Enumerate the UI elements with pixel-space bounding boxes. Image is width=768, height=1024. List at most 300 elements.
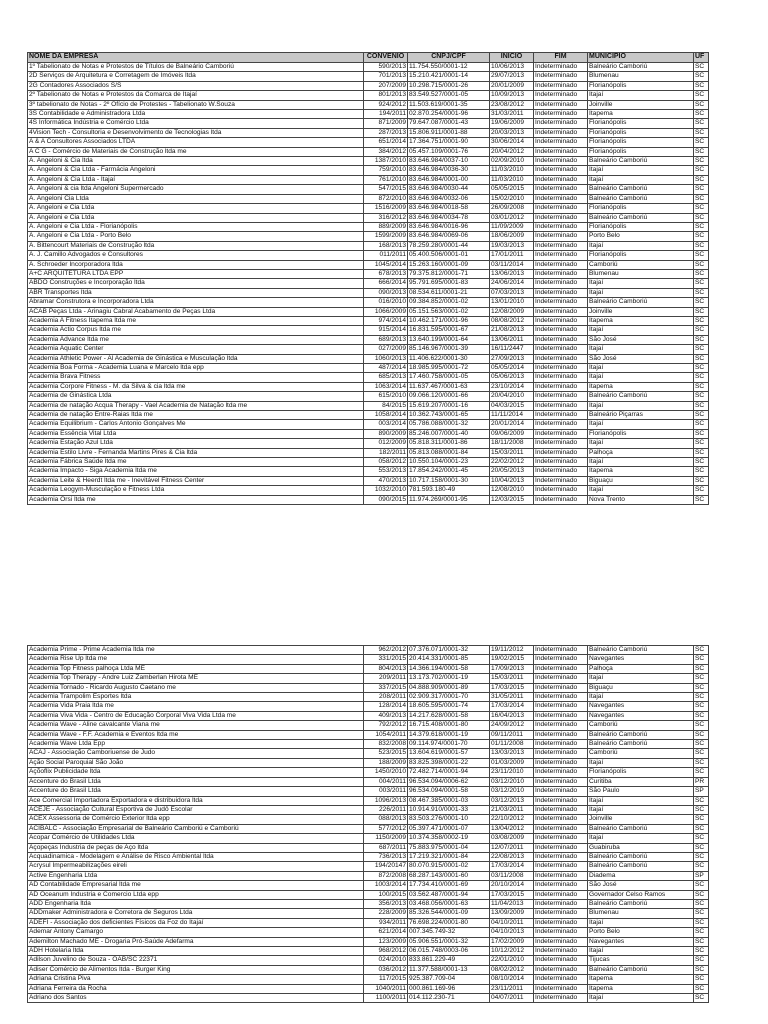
cell-fim: Indeterminado <box>534 909 588 918</box>
cell-uf: SC <box>694 429 709 438</box>
cell-fim: Indeterminado <box>534 364 588 373</box>
cell-inicio: 12/08/2009 <box>490 307 534 316</box>
cell-municipio: Balneário Camboriú <box>588 213 694 222</box>
cell-fim: Indeterminado <box>534 119 588 128</box>
cell-cnpj: 17.364.751/0001-90 <box>408 138 490 147</box>
table-row <box>28 871 709 880</box>
table-row <box>28 749 709 758</box>
cell-fim: Indeterminado <box>534 175 588 184</box>
cell-cnpj: 05.906.551/0001-32 <box>408 937 490 946</box>
table-row <box>28 147 709 156</box>
cell-convenio: 1096/2013 <box>364 796 408 805</box>
cell-convenio: 872/2010 <box>364 194 408 203</box>
cell-cnpj: 14.366.194/0001-58 <box>408 664 490 673</box>
cell-fim: Indeterminado <box>534 316 588 325</box>
cell-fim: Indeterminado <box>534 843 588 852</box>
cell-convenio: 117/2015 <box>364 975 408 984</box>
cell-fim: Indeterminado <box>534 251 588 260</box>
cell-uf: SC <box>694 758 709 767</box>
cell-inicio: 08/08/2012 <box>490 316 534 325</box>
cell-fim: Indeterminado <box>534 646 588 655</box>
cell-municipio: Florianópolis <box>588 768 694 777</box>
table-row <box>28 213 709 222</box>
cell-fim: Indeterminado <box>534 994 588 1003</box>
cell-uf: SC <box>694 364 709 373</box>
cell-empresa: A. Angeloni e Cia Ltda - Florianópolis <box>28 222 364 231</box>
cell-inicio: 17/03/2015 <box>490 683 534 692</box>
cell-municipio: Itajaí <box>588 458 694 467</box>
cell-convenio: 759/2010 <box>364 166 408 175</box>
cell-fim: Indeterminado <box>534 805 588 814</box>
cell-inicio: 17/03/2014 <box>490 702 534 711</box>
cell-cnpj: 02.870.254/0001-96 <box>408 110 490 119</box>
cell-empresa: ADD Engenharia ltda <box>28 899 364 908</box>
cell-municipio: São Paulo <box>588 787 694 796</box>
cell-fim: Indeterminado <box>534 899 588 908</box>
cell-cnpj: 05.400.506/0001-01 <box>408 251 490 260</box>
companies-table-bottom <box>27 645 709 1003</box>
cell-uf: SC <box>694 994 709 1003</box>
table-row <box>28 128 709 137</box>
cell-fim: Indeterminado <box>534 975 588 984</box>
cell-uf: SC <box>694 72 709 81</box>
cell-empresa: Academia Wave - Aline cavalcante Viana me <box>28 721 364 730</box>
cell-uf: SP <box>694 871 709 880</box>
table-row <box>28 307 709 316</box>
cell-cnpj: 03.468.056/0001-63 <box>408 899 490 908</box>
cell-empresa: 2G Contadores Associados S/S <box>28 81 364 90</box>
cell-empresa: ACEJE - Associação Cultural Esportiva de Judô Escolar <box>28 805 364 814</box>
table-row <box>28 965 709 974</box>
cell-inicio: 11/09/2009 <box>490 222 534 231</box>
cell-uf: SC <box>694 805 709 814</box>
cell-fim: Indeterminado <box>534 222 588 231</box>
table-row <box>28 138 709 147</box>
cell-municipio: Balneário Camboriú <box>588 646 694 655</box>
cell-convenio: 207/2009 <box>364 81 408 90</box>
cell-municipio: Itajaí <box>588 796 694 805</box>
cell-empresa: Academia Fábrica Saúde ltda me <box>28 458 364 467</box>
cell-cnpj: 16.715.408/0001-80 <box>408 721 490 730</box>
cell-convenio: 316/2012 <box>364 213 408 222</box>
cell-convenio: 036/2012 <box>364 965 408 974</box>
cell-fim: Indeterminado <box>534 871 588 880</box>
table-row <box>28 157 709 166</box>
table-row <box>28 702 709 711</box>
cell-cnpj: 16.831.595/0001-67 <box>408 326 490 335</box>
cell-empresa: Academia Estilo Livre - Fernanda Martins Pires & Cia ltda <box>28 448 364 457</box>
cell-inicio: 19/03/2013 <box>490 241 534 250</box>
cell-uf: SP <box>694 787 709 796</box>
cell-fim: Indeterminado <box>534 655 588 664</box>
cell-cnpj: 85.246.007/0001-40 <box>408 429 490 438</box>
cell-fim: Indeterminado <box>534 260 588 269</box>
cell-cnpj: 10.550.104/0001-23 <box>408 458 490 467</box>
table-row <box>28 382 709 391</box>
cell-municipio: Itajaí <box>588 175 694 184</box>
cell-inicio: 20/04/2012 <box>490 147 534 156</box>
cell-fim: Indeterminado <box>534 269 588 278</box>
cell-inicio: 10/06/2013 <box>490 63 534 72</box>
cell-uf: SC <box>694 420 709 429</box>
table-row <box>28 260 709 269</box>
cell-cnpj: 10.362.743/0001-65 <box>408 411 490 420</box>
cell-cnpj: 17.854.242/0001-45 <box>408 467 490 476</box>
cell-uf: SC <box>694 185 709 194</box>
cell-inicio: 23/10/2014 <box>490 382 534 391</box>
cell-municipio: Blumenau <box>588 72 694 81</box>
cell-uf: SC <box>694 166 709 175</box>
cell-inicio: 17/09/2013 <box>490 664 534 673</box>
cell-uf: SC <box>694 862 709 871</box>
cell-cnpj: 08.534.611/0001-21 <box>408 288 490 297</box>
cell-inicio: 13/09/2009 <box>490 909 534 918</box>
cell-inicio: 31/03/2011 <box>490 110 534 119</box>
cell-cnpj: 85.326.544/0001-09 <box>408 909 490 918</box>
cell-convenio: 209/2011 <box>364 674 408 683</box>
cell-municipio: Tijucas <box>588 956 694 965</box>
cell-municipio: São José <box>588 335 694 344</box>
cell-cnpj: 96.534.094/0006-62 <box>408 777 490 786</box>
cell-convenio: 011/2011 <box>364 251 408 260</box>
cell-convenio: 168/2013 <box>364 241 408 250</box>
cell-cnpj: 11.754.550/0001-12 <box>408 63 490 72</box>
cell-inicio: 03/01/2012 <box>490 213 534 222</box>
cell-fim: Indeterminado <box>534 683 588 692</box>
header-cnpj: CNPJ/CPF <box>408 53 490 63</box>
cell-inicio: 05/05/2015 <box>490 185 534 194</box>
cell-uf: SC <box>694 909 709 918</box>
cell-municipio: Itajaí <box>588 994 694 1003</box>
cell-uf: SC <box>694 984 709 993</box>
cell-inicio: 07/03/2013 <box>490 288 534 297</box>
cell-convenio: 090/2013 <box>364 288 408 297</box>
cell-empresa: Academia Advance ltda me <box>28 335 364 344</box>
cell-municipio: Diadema <box>588 871 694 880</box>
cell-inicio: 17/02/2009 <box>490 937 534 946</box>
cell-municipio: Balneário Camboriú <box>588 852 694 861</box>
cell-cnpj: 000.861.169-96 <box>408 984 490 993</box>
cell-municipio: Porto Belo <box>588 928 694 937</box>
cell-uf: SC <box>694 194 709 203</box>
cell-convenio: 666/2014 <box>364 279 408 288</box>
cell-municipio: Balneário Camboriú <box>588 185 694 194</box>
cell-empresa: Academia de natação Entre-Raias ltda me <box>28 411 364 420</box>
cell-municipio: Balneário Camboriú <box>588 965 694 974</box>
cell-cnpj: 17.734.410/0001-69 <box>408 881 490 890</box>
cell-empresa: Academia Leite & Heerdt ltda me - Inevitável Fitness Center <box>28 476 364 485</box>
cell-convenio: 968/2012 <box>364 947 408 956</box>
cell-cnpj: 11.406.622/0001-30 <box>408 354 490 363</box>
cell-inicio: 05/05/2014 <box>490 364 534 373</box>
cell-municipio: Joinville <box>588 307 694 316</box>
cell-uf: SC <box>694 476 709 485</box>
cell-inicio: 02/09/2010 <box>490 157 534 166</box>
cell-uf: SC <box>694 373 709 382</box>
cell-cnpj: 10.298.715/0001-26 <box>408 81 490 90</box>
table-row <box>28 956 709 965</box>
cell-inicio: 03/11/2008 <box>490 871 534 880</box>
cell-cnpj: 85.146.967/0001-39 <box>408 345 490 354</box>
cell-municipio: Itajaí <box>588 401 694 410</box>
cell-inicio: 03/08/2009 <box>490 834 534 843</box>
cell-cnpj: 13.604.619/0001-57 <box>408 749 490 758</box>
cell-empresa: A. Angeloni & Cia Ltda - Farmácia Angeloni <box>28 166 364 175</box>
cell-cnpj: 20.414.331/0001-85 <box>408 655 490 664</box>
cell-municipio: Itapema <box>588 316 694 325</box>
cell-municipio: Florianópolis <box>588 222 694 231</box>
cell-uf: SC <box>694 157 709 166</box>
cell-uf: SC <box>694 965 709 974</box>
cell-municipio: São José <box>588 881 694 890</box>
cell-fim: Indeterminado <box>534 185 588 194</box>
cell-empresa: Academia Viva Vida - Centro de Educação Corporal Viva Vida Ltda me <box>28 711 364 720</box>
cell-convenio: 287/2013 <box>364 128 408 137</box>
table-row <box>28 204 709 213</box>
cell-inicio: 10/12/2012 <box>490 947 534 956</box>
cell-cnpj: 79.647.087/0001-43 <box>408 119 490 128</box>
cell-fim: Indeterminado <box>534 232 588 241</box>
cell-fim: Indeterminado <box>534 824 588 833</box>
cell-municipio: Balneário Camboriú <box>588 194 694 203</box>
cell-convenio: 736/2013 <box>364 852 408 861</box>
cell-convenio: 088/2013 <box>364 815 408 824</box>
cell-cnpj: 833.861.229-49 <box>408 956 490 965</box>
cell-empresa: Academia Equilibrium - Carlos Antonio Gonçalves Me <box>28 420 364 429</box>
cell-fim: Indeterminado <box>534 157 588 166</box>
cell-inicio: 05/06/2013 <box>490 373 534 382</box>
cell-fim: Indeterminado <box>534 476 588 485</box>
cell-cnpj: 83.646.984/0034-78 <box>408 213 490 222</box>
cell-empresa: Academia Orsi ltda me <box>28 495 364 504</box>
cell-inicio: 20/01/2009 <box>490 81 534 90</box>
cell-empresa: Academia de Ginástica Ltda <box>28 392 364 401</box>
cell-empresa: A & A Consultores Associados LTDA <box>28 138 364 147</box>
cell-inicio: 19/02/2015 <box>490 655 534 664</box>
table-row <box>28 909 709 918</box>
cell-uf: SC <box>694 843 709 852</box>
cell-empresa: 1º Tabelionato de Notas e Protestos de Títulos de Balneário Camboriú <box>28 63 364 72</box>
cell-inicio: 24/09/2012 <box>490 721 534 730</box>
cell-cnpj: 18.985.995/0001-72 <box>408 364 490 373</box>
cell-convenio: 1045/2014 <box>364 260 408 269</box>
cell-uf: SC <box>694 288 709 297</box>
cell-convenio: 832/2008 <box>364 740 408 749</box>
cell-cnpj: 10.462.171/0001-96 <box>408 316 490 325</box>
table-row <box>28 881 709 890</box>
table-row <box>28 251 709 260</box>
cell-empresa: Academia Vida Praia ltda me <box>28 702 364 711</box>
cell-uf: SC <box>694 881 709 890</box>
cell-uf: SC <box>694 664 709 673</box>
cell-inicio: 19/11/2012 <box>490 646 534 655</box>
cell-empresa: Academia Impacto - Siga Academia ltda me <box>28 467 364 476</box>
cell-municipio: Biguaçu <box>588 476 694 485</box>
table-row <box>28 730 709 739</box>
cell-fim: Indeterminado <box>534 81 588 90</box>
cell-convenio: 182/2011 <box>364 448 408 457</box>
cell-municipio: Florianópolis <box>588 119 694 128</box>
cell-inicio: 03/12/2010 <box>490 777 534 786</box>
cell-fim: Indeterminado <box>534 213 588 222</box>
cell-fim: Indeterminado <box>534 674 588 683</box>
cell-uf: SC <box>694 702 709 711</box>
cell-empresa: Academia Leogym-Musculação e Fitness Ltda <box>28 486 364 495</box>
cell-convenio: 685/2013 <box>364 373 408 382</box>
table-row <box>28 269 709 278</box>
cell-uf: SC <box>694 646 709 655</box>
cell-convenio: 100/2015 <box>364 890 408 899</box>
cell-convenio: 016/2010 <box>364 298 408 307</box>
cell-uf: SC <box>694 316 709 325</box>
cell-cnpj: 07.376.071/0001-32 <box>408 646 490 655</box>
cell-municipio: Itajaí <box>588 805 694 814</box>
cell-fim: Indeterminado <box>534 486 588 495</box>
cell-empresa: A. Angeloni & Cia Ltda - Itajaí <box>28 175 364 184</box>
cell-cnpj: 83.825.398/0001-22 <box>408 758 490 767</box>
table-row <box>28 316 709 325</box>
cell-convenio: 058/2012 <box>364 458 408 467</box>
cell-uf: SC <box>694 128 709 137</box>
cell-inicio: 22/02/2012 <box>490 458 534 467</box>
cell-empresa: A. Schroeder Incorporadora ltda <box>28 260 364 269</box>
cell-empresa: ADEFI - Associação dos deficientes Físicos da Foz do Itajaí <box>28 918 364 927</box>
cell-convenio: 889/2009 <box>364 222 408 231</box>
cell-empresa: 4Vision Tech - Consultoria e Desenvolvimento de Tecnologias ltda <box>28 128 364 137</box>
table-row <box>28 373 709 382</box>
table-row <box>28 899 709 908</box>
cell-cnpj: 11.637.467/0001-63 <box>408 382 490 391</box>
cell-cnpj: 10.374.358/0002-19 <box>408 834 490 843</box>
cell-convenio: 689/2013 <box>364 335 408 344</box>
companies-table-top <box>27 52 709 505</box>
cell-uf: SC <box>694 279 709 288</box>
cell-empresa: AD Oceanum Industria e Comercio Ltda epp <box>28 890 364 899</box>
cell-cnpj: 15.806.911/0001-88 <box>408 128 490 137</box>
cell-cnpj: 09.114.974/0001-70 <box>408 740 490 749</box>
table-row <box>28 81 709 90</box>
cell-municipio: Navegantes <box>588 937 694 946</box>
cell-fim: Indeterminado <box>534 749 588 758</box>
cell-uf: SC <box>694 411 709 420</box>
cell-inicio: 20/04/2010 <box>490 392 534 401</box>
cell-convenio: 1032/2010 <box>364 486 408 495</box>
cell-uf: SC <box>694 458 709 467</box>
cell-cnpj: 03.562.487/0001-94 <box>408 890 490 899</box>
table-row <box>28 947 709 956</box>
cell-fim: Indeterminado <box>534 956 588 965</box>
cell-inicio: 12/03/2015 <box>490 495 534 504</box>
cell-convenio: 1063/2014 <box>364 382 408 391</box>
cell-cnpj: 11.974.269/0001-95 <box>408 495 490 504</box>
cell-cnpj: 06.015.748/0003-06 <box>408 947 490 956</box>
cell-uf: SC <box>694 721 709 730</box>
cell-cnpj: 14.379.618/0001-19 <box>408 730 490 739</box>
cell-municipio: Itajaí <box>588 91 694 100</box>
cell-municipio: Itajaí <box>588 420 694 429</box>
cell-cnpj: 17.460.758/0001-05 <box>408 373 490 382</box>
cell-municipio: Balneário Camboriú <box>588 63 694 72</box>
cell-uf: SC <box>694 392 709 401</box>
cell-fim: Indeterminado <box>534 373 588 382</box>
cell-uf: SC <box>694 918 709 927</box>
cell-cnpj: 83.646.984/0018-58 <box>408 204 490 213</box>
cell-convenio: 409/2013 <box>364 711 408 720</box>
cell-empresa: Academia Prime - Prime Academia ltda me <box>28 646 364 655</box>
cell-empresa: Active Engenharia Ltda <box>28 871 364 880</box>
cell-inicio: 10/09/2013 <box>490 91 534 100</box>
table-row <box>28 326 709 335</box>
cell-inicio: 12/07/2011 <box>490 843 534 852</box>
cell-empresa: Ademar Antony Camargo <box>28 928 364 937</box>
cell-municipio: Biguaçu <box>588 683 694 692</box>
cell-convenio: 1066/2009 <box>364 307 408 316</box>
cell-municipio: Itajaí <box>588 166 694 175</box>
table-body-top <box>28 63 709 505</box>
cell-uf: SC <box>694 354 709 363</box>
cell-cnpj: 83.646.984/0069-06 <box>408 232 490 241</box>
cell-convenio: 194/2011 <box>364 110 408 119</box>
table-row <box>28 194 709 203</box>
cell-fim: Indeterminado <box>534 890 588 899</box>
cell-uf: SC <box>694 796 709 805</box>
table-row <box>28 222 709 231</box>
cell-uf: SC <box>694 683 709 692</box>
table-row <box>28 862 709 871</box>
cell-uf: SC <box>694 269 709 278</box>
cell-empresa: Academia Wave - F.F. Academia e Eventos ltda me <box>28 730 364 739</box>
cell-fim: Indeterminado <box>534 796 588 805</box>
cell-inicio: 23/11/2011 <box>490 984 534 993</box>
table-row <box>28 805 709 814</box>
cell-convenio: 974/2014 <box>364 316 408 325</box>
cell-fim: Indeterminado <box>534 354 588 363</box>
cell-inicio: 20/03/2013 <box>490 128 534 137</box>
cell-empresa: Academia Trampolim Esportes ltda <box>28 693 364 702</box>
cell-convenio: 003/2011 <box>364 787 408 796</box>
cell-fim: Indeterminado <box>534 711 588 720</box>
cell-fim: Indeterminado <box>534 881 588 890</box>
cell-empresa: Ace Comercial Importadora Exportadora e distribuidora ltda <box>28 796 364 805</box>
cell-cnpj: 781.593.180-49 <box>408 486 490 495</box>
cell-convenio: 384/2012 <box>364 147 408 156</box>
cell-inicio: 11/04/2013 <box>490 899 534 908</box>
cell-fim: Indeterminado <box>534 307 588 316</box>
cell-cnpj: 014.112.230-71 <box>408 994 490 1003</box>
cell-inicio: 04/07/2011 <box>490 994 534 1003</box>
cell-uf: SC <box>694 204 709 213</box>
cell-empresa: A. Angeloni e Cia Ltda <box>28 204 364 213</box>
cell-empresa: Academia Wave Ltda Epp <box>28 740 364 749</box>
cell-municipio: Itajaí <box>588 486 694 495</box>
cell-uf: PR <box>694 777 709 786</box>
cell-cnpj: 13.640.199/0001-64 <box>408 335 490 344</box>
cell-uf: SC <box>694 260 709 269</box>
cell-uf: SC <box>694 326 709 335</box>
cell-municipio: Camboriú <box>588 721 694 730</box>
cell-empresa: A. Angeloni e Cia Ltda - Porto Belo <box>28 232 364 241</box>
header-row <box>28 53 709 63</box>
cell-fim: Indeterminado <box>534 862 588 871</box>
cell-convenio: 331/2015 <box>364 655 408 664</box>
cell-uf: SC <box>694 749 709 758</box>
cell-uf: SC <box>694 335 709 344</box>
cell-convenio: 687/2011 <box>364 843 408 852</box>
cell-convenio: 915/2014 <box>364 326 408 335</box>
cell-cnpj: 83.646.984/0037-10 <box>408 157 490 166</box>
cell-inicio: 09/11/2011 <box>490 730 534 739</box>
cell-empresa: Academia Top Therapy - Andre Luiz Zamberlan Hirota ME <box>28 674 364 683</box>
